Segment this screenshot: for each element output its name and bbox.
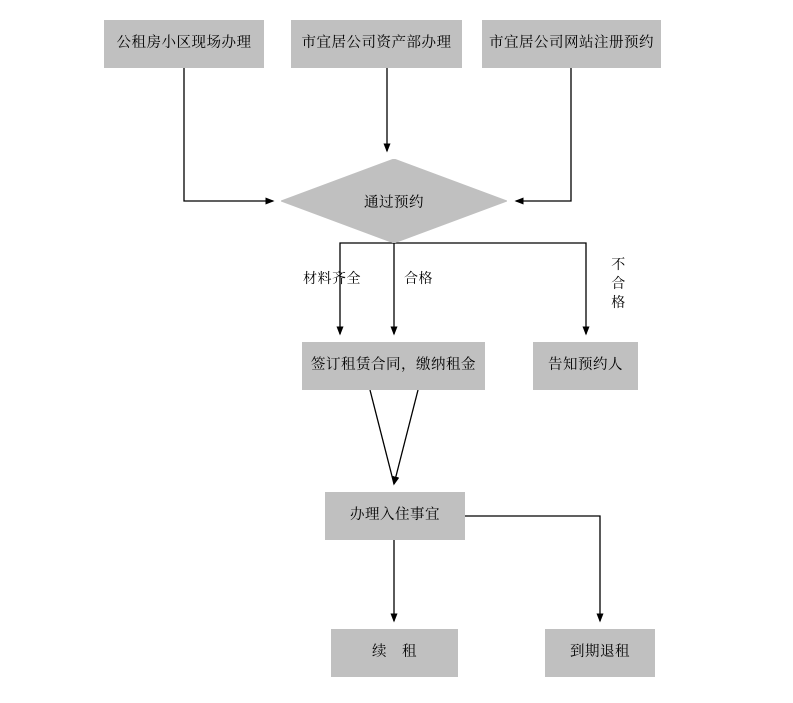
node-move-in[interactable] <box>325 492 465 540</box>
node-lease-expiry-return[interactable] <box>545 629 655 677</box>
node-label: 到期退租 <box>570 644 630 661</box>
node-onsite-office[interactable] <box>104 20 264 68</box>
edge-label-qualified: 合格 <box>404 270 433 286</box>
node-label: 市宜居公司资产部办理 <box>301 35 452 52</box>
node-sign-contract[interactable] <box>302 342 485 390</box>
node-label: 签订租赁合同，缴纳租金 <box>311 357 476 374</box>
node-asset-department[interactable] <box>291 20 462 68</box>
node-label: 市宜居公司网站注册预约 <box>489 35 654 52</box>
edge-label-materials-complete: 材料齐全 <box>303 270 361 286</box>
node-label: 续 租 <box>372 644 417 661</box>
node-label: 通过预约 <box>364 194 424 211</box>
node-label: 办理入住事宜 <box>350 507 440 524</box>
node-label: 告知预约人 <box>548 357 623 374</box>
node-website-registration[interactable] <box>482 20 661 68</box>
node-approval-decision[interactable] <box>281 159 507 243</box>
node-label: 公租房小区现场办理 <box>116 35 252 52</box>
node-renew-lease[interactable] <box>331 629 458 677</box>
edge-label-unqualified: 不合格 <box>611 256 626 310</box>
node-notify-applicant[interactable] <box>533 342 638 390</box>
